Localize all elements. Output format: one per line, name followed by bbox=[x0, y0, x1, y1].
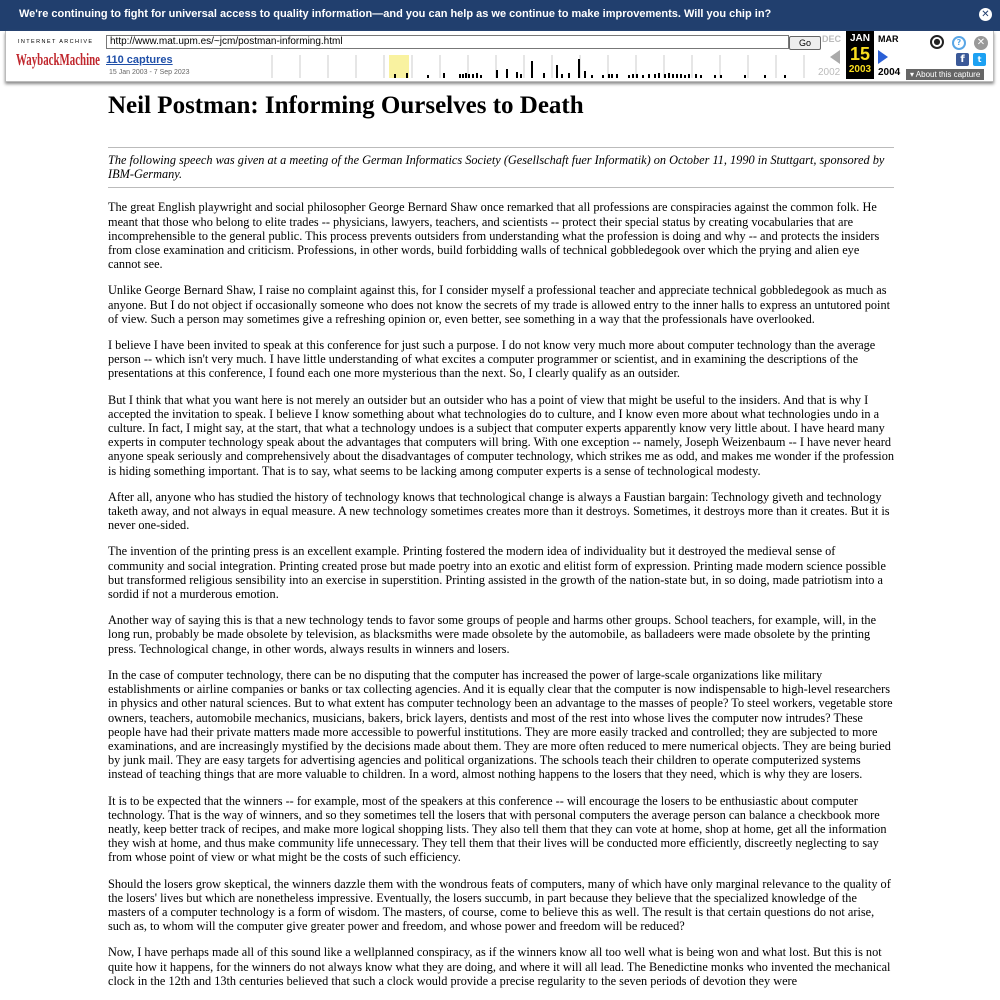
close-icon[interactable]: ✕ bbox=[979, 8, 992, 21]
prev-month[interactable]: DEC bbox=[822, 34, 842, 44]
article bbox=[108, 90, 894, 988]
paragraph: Now, I have perhaps made all of this sound like a wellplanned conspiracy, as if the winners know all too well what is being won and what lost. But this is not quite how it happens, for the winners do not always know what they are doing, and where it will all lead. The Benedictine monks who invented the mechanical clock in the 12th and 13th centuries believed that such a clock would provide a precise regularity to the seven periods of devotion they were bbox=[108, 945, 891, 988]
about-capture-label: About this capture bbox=[915, 70, 981, 79]
svg-text:WaybackMachine: WaybackMachine bbox=[16, 50, 100, 69]
paragraph: The great English playwright and social philosopher George Bernard Shaw once remarked that all professions are conspiracies against the common folk. He meant that those who belong to elite trades -- physicians, lawyers, teachers, and scientists -- protect their special status by creating vocabularies that are incomprehensible to the general public. This process prevents outsiders from understanding what the profession is doing and why -- and protects the insiders from close examination and criticism. Professions, in other words, build forbidding walls of technical gobbledegook over which the prying and alien eye cannot see. bbox=[108, 200, 880, 272]
captures-range: 15 Jan 2003 - 7 Sep 2023 bbox=[109, 69, 190, 76]
paragraph: Unlike George Bernard Shaw, I raise no complaint against this, for I consider myself a professional teacher and appreciate technical gobbledegook as much as anyone. But I do not object if occasionally someone who does not know the secrets of my trade is allowed entry to the inner halls to express an untutored point of view. Such a person may sometimes give a refreshing opinion or, even better, see something in a way that the professionals have overlooked. bbox=[108, 283, 891, 326]
paragraph: But I think that what you want here is not merely an outsider but an outsider who has a point of view that might be useful to the insiders. And that is why I accepted the invitation to speak. I believe I know something about what technologies do to culture, and I know even more about what technologies undo in a culture. In fact, I might say, at the start, that what a technology undoes is a subject that computer experts apparently know very little about. I have heard many experts in computer technology speak about the advantages that computers will bring. With one exception -- namely, Joseph Weizenbaum -- I have never heard anyone speak seriously and comprehensively about the disadvantages of computer technology, which strikes me as odd, and makes me wonder if the profession is hiding something important. That is to say, what seems to be lacking among computer experts is a sense of technological modesty. bbox=[108, 392, 894, 478]
user-icon[interactable]: ● bbox=[930, 35, 944, 49]
next-month[interactable]: MAR bbox=[878, 34, 899, 44]
donation-message[interactable]: We're continuing to fight for universal access to quality information—and you can help as we continue to make improvements. Will you chip in? bbox=[19, 8, 772, 20]
article-intro: The following speech was given at a meeting of the German Informatics Society (Gesellschaft fuer Informatik) on October 11, 1990 in Stuttgart, sponsored by IBM-Germany. bbox=[108, 153, 885, 182]
current-day: 15 bbox=[849, 44, 871, 64]
prev-capture-arrow-icon[interactable] bbox=[830, 50, 840, 64]
url-input[interactable]: http://www.mat.upm.es/~jcm/postman-informing.html bbox=[106, 35, 789, 49]
next-capture-arrow-icon[interactable] bbox=[878, 50, 888, 64]
paragraph: The invention of the printing press is an excellent example. Printing fostered the modern idea of individuality but it destroyed the medieval sense of community and social integration. Printing created prose but made poetry into an exotic and elitist form of expression. Printing made modern science possible but transformed religious sensibility into an exercise in superstition. Printing assisted in the growth of the nation-state but, in so doing, made patriotism into a sordid if not a murderous emotion. bbox=[108, 544, 886, 602]
paragraph: I believe I have been invited to speak at this conference for just such a purpose. I do not know very much more about computer technology than the average person -- which isn't very much. I have little understanding of what excites a computer programmer or scientist, and in examining the descriptions of the presentations at this conference, I found each one more mysterious than the next. So, I clearly qualify as an outsider. bbox=[108, 338, 876, 381]
divider bbox=[108, 147, 894, 148]
paragraph: It is to be expected that the winners -- for example, most of the speakers at this conference -- will encourage the losers to be enthusiastic about computer technology. That is the way of winners, and so they sometimes tell the losers that with personal computers the average person can balance a checkbook more neatly, keep better track of recipes, and make more logical shopping lists. They also tell them that they can vote at home, shop at home, get all the information they wish at home, and thus make community life unnecessary. They tell them that their lives will be conducted more efficiently, discreetly neglecting to say from whose point of view or what might be the costs of such efficiency. bbox=[108, 793, 887, 865]
about-capture-button[interactable] bbox=[906, 69, 984, 80]
wayback-toolbar bbox=[5, 31, 994, 82]
current-month: JAN bbox=[849, 33, 870, 44]
prev-year[interactable]: 2002 bbox=[818, 67, 841, 78]
logo-subtitle: INTERNET ARCHIVE bbox=[18, 39, 94, 45]
wayback-logo[interactable] bbox=[16, 45, 100, 71]
captures-link[interactable]: 110 captures bbox=[106, 54, 173, 66]
page-title: Neil Postman: Informing Ourselves to Death bbox=[108, 92, 584, 119]
divider bbox=[108, 187, 894, 188]
close-icon[interactable]: ✕ bbox=[974, 36, 988, 50]
donation-banner bbox=[0, 0, 1000, 31]
sparkline-bars bbox=[394, 59, 786, 78]
facebook-icon[interactable]: f bbox=[956, 53, 969, 66]
paragraph: In the case of computer technology, there can be no disputing that the computer has increased the power of large-scale organizations like military establishments or airline companies or banks or tax collecting agencies. And it is equally clear that the computer is now indispensable to high-level researchers in physics and other natural sciences. But to what extent has computer technology been an advantage to the masses of people? To steel workers, vegetable store owners, teachers, automobile mechanics, musicians, bakers, brick layers, dentists and most of the rest into whose lives the computer now intrudes? These people have had their private matters made more accessible to powerful institutions. They are more easily tracked and controlled; they are subjected to more examinations, and are increasingly mystified by the decisions made about them. They are more often reduced to mere numerical objects. They are being buried by junk mail. They are easy targets for advertising agencies and political organizations. The schools teach their children to operate computerized systems instead of teaching things that are more valuable to children. In a word, almost nothing happens to the losers that they need, which is why they are losers. bbox=[108, 667, 893, 782]
current-capture-date bbox=[846, 31, 874, 79]
next-year[interactable]: 2004 bbox=[878, 67, 901, 78]
paragraph: After all, anyone who has studied the history of technology knows that technological change is always a Faustian bargain: Technology giveth and technology taketh away, and not always in equal measure. A new technology sometimes creates more than it destroys. Sometimes, it destroys more than it creates. But it is never one-sided. bbox=[108, 489, 890, 533]
sparkline-gridlines bbox=[272, 55, 804, 78]
chevron-down-icon: ▾ bbox=[910, 70, 915, 79]
article-body bbox=[108, 200, 894, 988]
current-year: 2003 bbox=[848, 64, 872, 75]
twitter-icon[interactable]: t bbox=[973, 53, 986, 66]
help-icon[interactable]: ? bbox=[952, 36, 966, 50]
capture-sparkline[interactable] bbox=[244, 55, 814, 78]
paragraph: Should the losers grow skeptical, the winners dazzle them with the wondrous feats of computers, many of which have only marginal relevance to the quality of the losers' lives but which are nonetheless impressive. Eventually, the losers succumb, in part because they believe that the specialized knowledge of the masters of a computer technology is a form of wisdom. The masters, of course, come to believe this as well. The result is that certain questions do not arise, such as, to whom will the computer give greater power and freedom, and whose power and freedom will be reduced? bbox=[108, 876, 891, 934]
paragraph: Another way of saying this is that a new technology tends to favor some groups of people and harms other groups. School teachers, for example, will, in the long run, probably be made obsolete by television, as blacksmiths were made obsolete by the automobile, as balladeers were made obsolete by the printing press. Technological change, in other words, always results in winners and losers. bbox=[108, 613, 877, 656]
go-button[interactable]: Go bbox=[789, 36, 821, 50]
